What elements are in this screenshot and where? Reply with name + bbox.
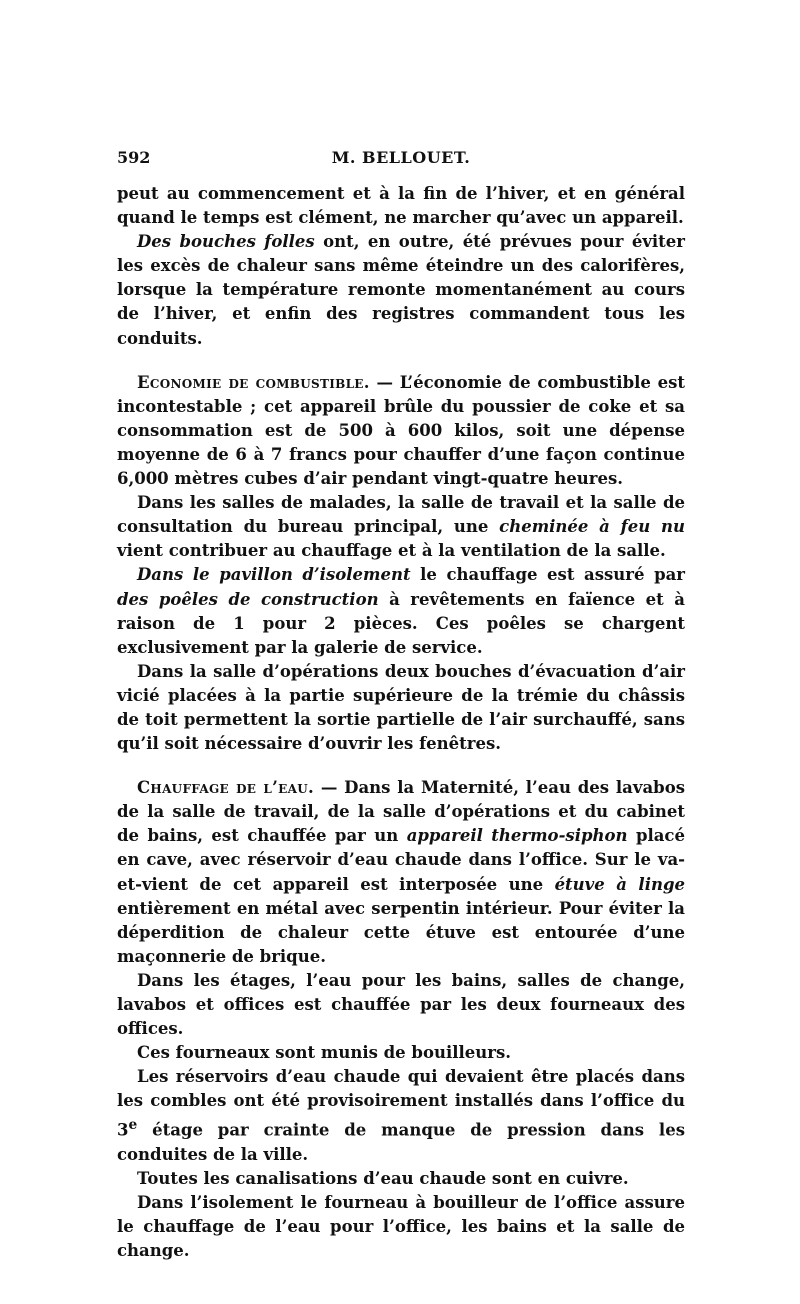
paragraph-text: — L’économie de combustible est incontestable ; cet appareil brûle du poussier de coke et sa consommation est de 500 à 600 kilos, soit une dépense moyenne de 6 à 7 francs pour chauffer d’une façon continue 6,000 mètres cubes d’air pendant vingt-quatre heures.	[117, 372, 685, 489]
italic-phrase: cheminée à feu nu	[499, 517, 686, 537]
paragraph-text: Les réservoirs d’eau chaude qui devaient être placés dans les combles ont été provisoirement installés dans l’office du 3	[117, 1067, 685, 1140]
paragraph: peut au commencement et à la fin de l’hiver, et en général quand le temps est clément, ne marcher qu’avec un appareil.	[117, 184, 685, 228]
paragraph: Dans les étages, l’eau pour les bains, salles de change, lavabos et offices est chauffée par les deux fourneaux des offices.	[117, 970, 685, 1039]
paragraph-text: étage par crainte de manque de pression dans les conduites de la ville.	[117, 1120, 685, 1165]
paragraph	[117, 1065, 685, 1167]
page-number: 592	[117, 148, 151, 167]
paragraph: Ces fourneaux sont munis de bouilleurs.	[137, 1043, 511, 1063]
paragraph: Dans la salle d’opérations deux bouches d’évacuation d’air vicié placées à la partie supérieure de la trémie du châssis de toit permettent la sortie partielle de l’air surchauffé, sans qu’il soit nécessaire d’ouvrir les fenêtres.	[117, 661, 685, 754]
page-header	[117, 148, 685, 174]
paragraph	[117, 230, 685, 350]
paragraph-text: à revêtements en faïence et à raison de 1 pour 2 pièces. Ces poêles se chargent exclusivement par la galerie de service.	[117, 589, 685, 657]
book-page	[117, 148, 685, 1264]
section-heading: Chauffage de l’eau.	[137, 778, 315, 798]
italic-phrase: Dans le pavillon d’isolement	[137, 565, 411, 585]
paragraph: Toutes les canalisations d’eau chaude sont en cuivre.	[137, 1169, 629, 1189]
paragraph-text: vient contribuer au chauffage et à la ventilation de la salle.	[117, 541, 666, 561]
paragraph-text: le chauffage est assuré par	[410, 565, 685, 585]
paragraph-text: ont, en outre, été prévues pour éviter les excès de chaleur sans même éteindre un des calorifères, lorsque la température remonte momentanément au cours de l’hiver, et enfin des registres commandent tous les conduits.	[117, 232, 685, 348]
paragraph-text: placé en cave, avec réservoir d’eau chaude dans l’office. Sur le va-et-vient de cet appareil est interposée une	[117, 826, 685, 894]
italic-phrase: étuve à linge	[554, 874, 686, 894]
italic-phrase: des poêles de construction	[117, 589, 379, 609]
paragraph	[117, 491, 685, 563]
section-paragraph	[117, 776, 685, 969]
paragraph	[117, 563, 685, 659]
section-heading: Economie de combustible.	[137, 372, 370, 392]
paragraph-text: — Dans la Maternité, l’eau des lavabos de la salle de travail, de la salle d’opérations et du cabinet de bains, est chauffée par un	[117, 778, 685, 846]
paragraph-text: Dans les salles de malades, la salle de travail et la salle de consultation du bureau principal, une	[117, 493, 685, 537]
section-paragraph	[117, 371, 685, 491]
paragraph: Dans l’isolement le fourneau à bouilleur de l’office assure le chauffage de l’eau pour l’office, les bains et la salle de change.	[117, 1193, 685, 1261]
superscript: e	[128, 1117, 138, 1134]
italic-phrase: appareil thermo-siphon	[406, 826, 628, 846]
italic-phrase: Des bouches folles	[137, 232, 315, 252]
paragraph-text: entièrement en métal avec serpentin intérieur. Pour éviter la déperdition de chaleur cette étuve est entourée d’une maçonnerie de brique.	[117, 898, 685, 966]
running-head: M. BELLOUET.	[331, 148, 471, 167]
